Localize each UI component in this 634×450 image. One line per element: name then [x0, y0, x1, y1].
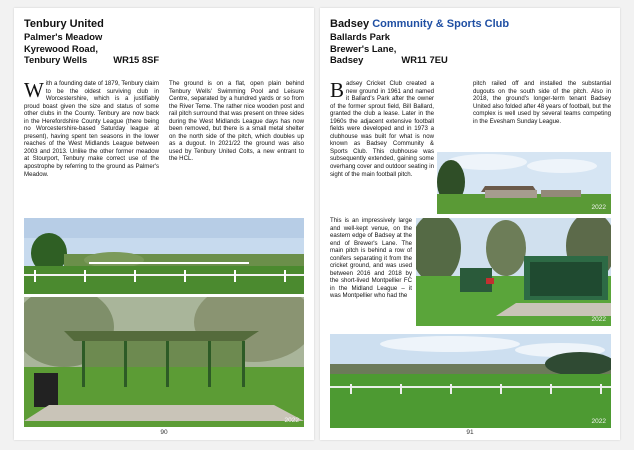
- body-text: ith a founding date of 1879, Tenbury claim to be the oldest surviving club in Worcestershire, which is a justifiably proud boast given the size and status of some other clubs in the County. Tenbury are now back in the Herefordshire County League (there being no Worcestershire-based Saturday league at present), having spent ten seasons in the lower reaches of the West Midlands League between 2003 and 2013. Unlike the other former meadow at Stourport, Tenbury make correct use of the apostrophe by referring to the ground as Palmer's Meadow.: [24, 80, 159, 178]
- photo-year: 2022: [591, 316, 606, 323]
- venue-line: Kyrewood Road,: [24, 42, 98, 54]
- photo-year: 2022: [591, 418, 606, 425]
- body-text: This is an impressively large and well-kept venue, on the eastern edge of Badsey at the end of Brewer's Lane. The main pitch is behind a row of conifers separating it from the cricket ground, and was used between 2016 and 2018 by the short-lived Montpellier FC in the Midland League – it was Montpellier who had the: [330, 217, 412, 300]
- text-column-1: [24, 80, 159, 178]
- postcode: WR11 7EU: [401, 54, 448, 65]
- right-header: [330, 18, 509, 66]
- venue-line: Palmer's Meadow: [24, 31, 103, 42]
- text-column-1: [330, 80, 434, 178]
- page-number: 91: [466, 429, 474, 436]
- photo-main-pitch: [330, 334, 611, 428]
- body-text: adsey Cricket Club created a new ground in 1961 and named it Ballard's Park after the owner of the former sprout field, Bill Ballard, granted the club a lease. Later in the 1960s the adjacent extensive football fields were developed and in 1973 a clubhouse was built for what is now known as Badsey Community & Sports Club. This clubhouse was subsequently extended, gaining some overhang cover and outdoor seating in sight of the main football pitch.: [330, 80, 435, 178]
- left-page: [14, 8, 314, 440]
- venue-line: Ballards Park: [330, 31, 390, 42]
- page-number: 90: [160, 429, 168, 436]
- body-text: pitch railed off and installed the substantial dugouts on the south side of the pitch. Also in 2018, the ground's longer-term tenant Badsey United also folded after 48 years of football, but the complex is well used by several teams competing in the Evesham Sunday League.: [473, 80, 611, 125]
- right-page: [320, 8, 620, 440]
- text-column-1b: [330, 217, 412, 300]
- town: Badsey: [330, 54, 364, 65]
- venue-line: Brewer's Lane,: [330, 42, 397, 54]
- body-text: The ground is on a flat, open plain behind Tenbury Wells' Swimming Pool and Leisure Centre, separated by a hundred yards or so from the River Teme. The rather nice wooden post and rail pitch surround that was present on three sides during the West Midlands League days has now been removed, but there is a small metal shelter on the north side of the pitch, which doubles up as a dugout. In 2021/22 the ground was also used by Tenbury United Colts, a new entrant to the HCL.: [169, 80, 304, 163]
- club-name-suffix: Community & Sports Club: [372, 18, 510, 30]
- club-name: Badsey: [330, 18, 370, 30]
- photo-clubhouse: [437, 152, 611, 214]
- photo-shelter: [24, 297, 304, 427]
- town: Tenbury Wells: [24, 54, 88, 65]
- text-column-2: [169, 80, 304, 163]
- club-title: [330, 18, 509, 31]
- postcode: WR15 8SF: [113, 54, 160, 65]
- photo-year: 2022: [284, 417, 299, 424]
- drop-cap: W: [24, 78, 44, 102]
- photo-pitch-railing: [24, 218, 304, 294]
- drop-cap: B: [330, 78, 345, 102]
- text-column-2: [473, 80, 611, 125]
- left-header: [24, 18, 159, 66]
- photo-year: 2022: [591, 204, 606, 211]
- club-title: Tenbury United: [24, 18, 104, 30]
- photo-dugouts: [416, 218, 611, 326]
